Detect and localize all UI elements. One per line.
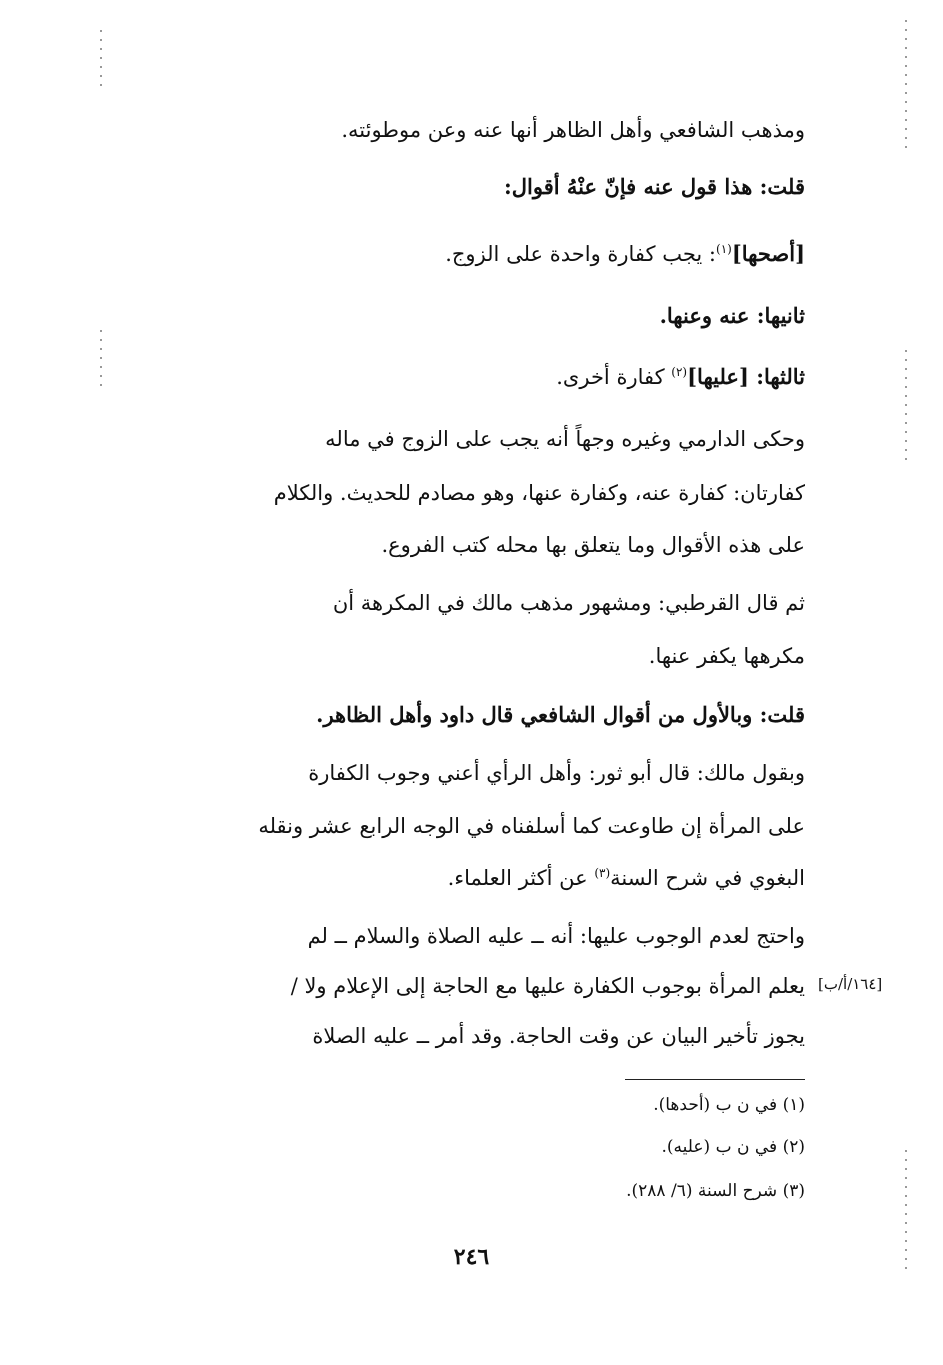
- text-line-13: [258, 800, 805, 853]
- text-line-6: [325, 413, 805, 466]
- footnote-2: (٢) في ن ب (عليه).: [661, 1137, 805, 1157]
- scan-margin-dots-left: [100, 30, 102, 90]
- text-line-5-head: ثالثها: [عليها]: [687, 364, 805, 389]
- footnote-1: (١) في ن ب (أحدها).: [653, 1095, 805, 1115]
- text-line-15: [308, 910, 805, 963]
- text-line-16: [291, 960, 805, 1013]
- text-line-16-content: يعلم المرأة بوجوب الكفارة عليها مع الحاجة إلى الإعلام ولا /: [290, 974, 805, 998]
- text-line-14-tail: عن أكثر العلماء.: [447, 866, 595, 890]
- scan-margin-dots-right-3: [905, 1150, 907, 1270]
- page-number: ٢٤٦: [453, 1244, 490, 1270]
- text-line-2: [504, 160, 805, 214]
- manuscript-folio-note: [١٦٤/أ/ب]: [818, 975, 883, 993]
- text-line-10: [649, 630, 805, 683]
- footnote-ref-1: (١): [716, 242, 732, 256]
- text-line-7: [274, 467, 805, 520]
- footnote-ref-2: (٢): [671, 365, 688, 379]
- text-line-3-head: [أصحها]: [731, 241, 805, 266]
- scan-margin-dots-right: [905, 20, 907, 150]
- text-line-7-content: كفارتان: كفارة عنه، وكفارة عنها، وهو مصادم للحديث. والكلام: [273, 481, 805, 505]
- text-line-4: [660, 289, 805, 343]
- text-line-1-content: ومذهب الشافعي وأهل الظاهر أنها عنه وعن موطوئته.: [341, 118, 805, 142]
- text-line-14-head: البغوي في شرح السنة: [610, 866, 805, 890]
- text-line-8-content: على هذه الأقوال وما يتعلق بها محله كتب الفروع.: [381, 533, 805, 557]
- text-line-9-content: ثم قال القرطبي: ومشهور مذهب مالك في المكرهة أن: [332, 591, 805, 615]
- scan-margin-dots-left-2: [100, 330, 102, 390]
- text-line-14: [448, 852, 805, 905]
- text-line-17: [312, 1010, 805, 1063]
- text-line-9: [333, 577, 805, 630]
- footnote-3: (٣) شرح السنة (٦/ ٢٨٨).: [626, 1181, 805, 1201]
- text-line-15-content: واحتج لعدم الوجوب عليها: أنه ــ عليه الصلاة والسلام ــ لم: [307, 924, 805, 948]
- text-line-8: [381, 519, 805, 572]
- text-line-11: [316, 688, 805, 742]
- text-line-1: [341, 104, 805, 157]
- text-line-6-content: وحكى الدارمي وغيره وجهاً أنه يجب على الزوج في ماله: [325, 427, 805, 451]
- text-line-10-content: مكرهها يكفر عنها.: [648, 644, 805, 668]
- footnote-ref-3: (٣): [594, 866, 611, 880]
- text-line-5: [556, 350, 805, 404]
- scan-margin-dots-right-2: [905, 350, 907, 460]
- text-line-13-content: على المرأة إن طاوعت كما أسلفناه في الوجه الرابع عشر ونقله: [258, 814, 805, 838]
- text-line-11-content: قلت: وبالأول من أقوال الشافعي قال داود وأهل الظاهر.: [316, 702, 805, 727]
- text-line-5-tail: كفارة أخرى.: [556, 365, 672, 389]
- footnote-separator: [625, 1079, 805, 1080]
- text-line-4-content: ثانيها: عنه وعنها.: [659, 303, 805, 328]
- text-line-17-content: يجوز تأخير البيان عن وقت الحاجة. وقد أمر ــ عليه الصلاة: [312, 1024, 805, 1048]
- text-line-3-tail: : يجب كفارة واحدة على الزوج.: [445, 242, 716, 266]
- text-line-12-content: وبقول مالك: قال أبو ثور: وأهل الرأي أعني وجوب الكفارة: [308, 761, 805, 785]
- text-line-12: [308, 747, 805, 800]
- text-line-2-content: قلت: هذا قول عنه فإنّ عنْهُ أقوال:: [504, 174, 805, 199]
- text-line-3: [445, 227, 805, 281]
